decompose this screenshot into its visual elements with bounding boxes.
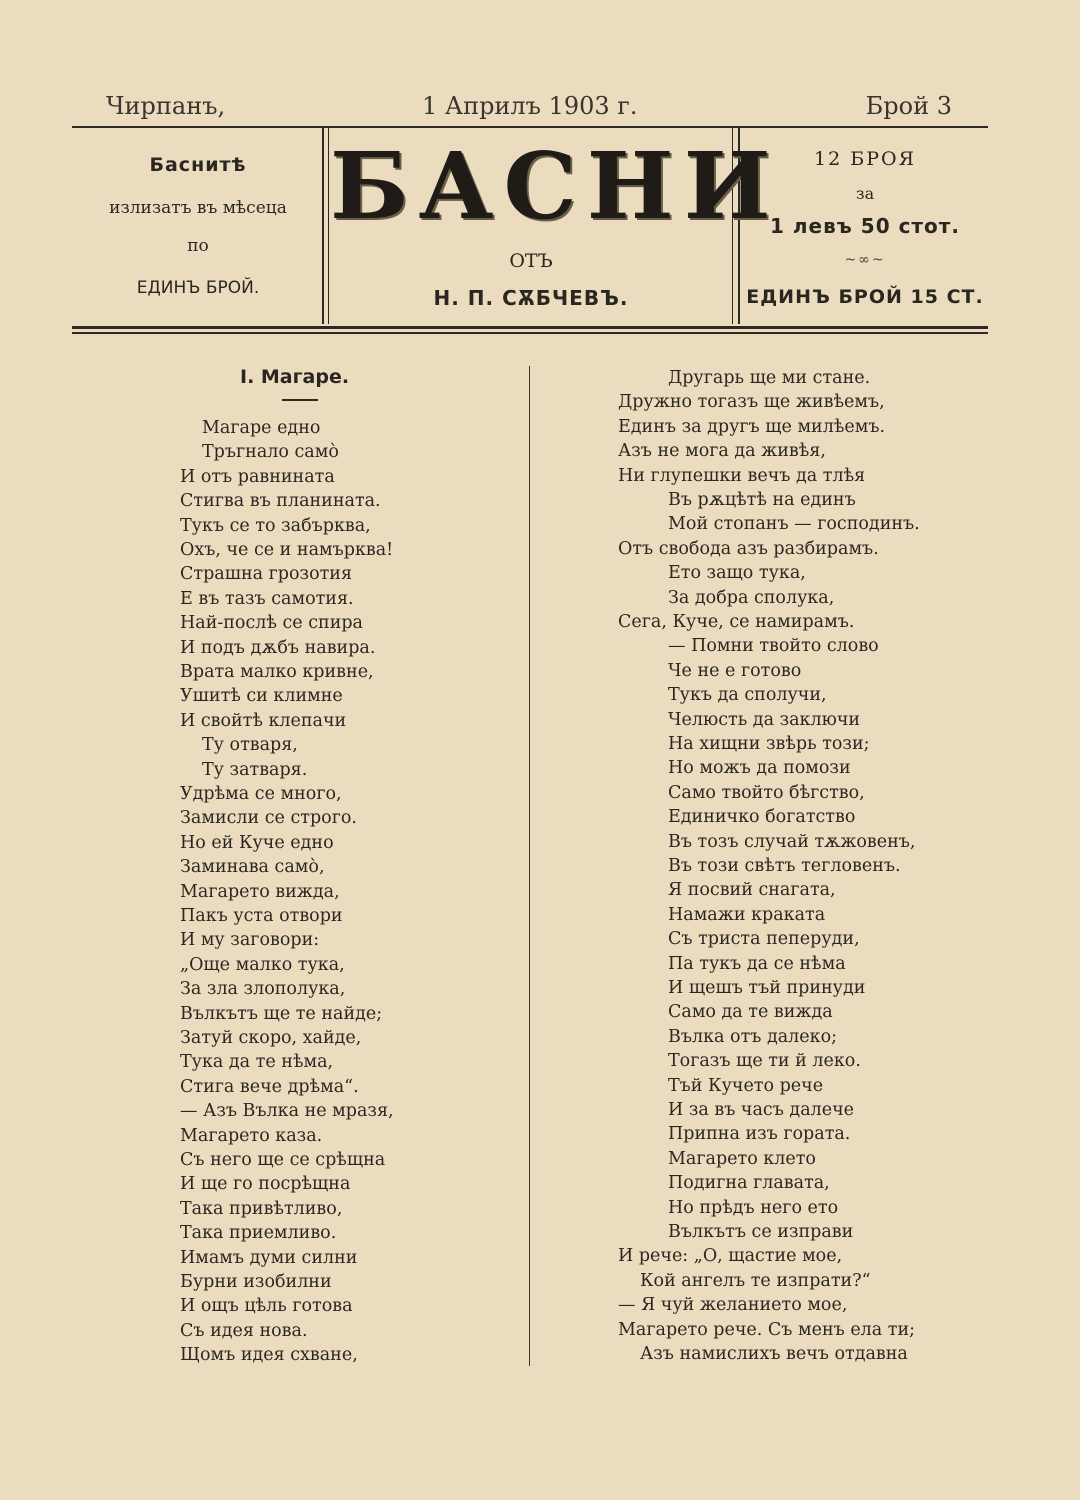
poem-line: Азъ не мога да живѣя, bbox=[618, 441, 826, 462]
poem-line: Магарето клето bbox=[668, 1148, 816, 1169]
poem-line: Припна изъ гората. bbox=[668, 1124, 851, 1145]
poem-line: Челюсть да заключи bbox=[668, 709, 861, 730]
poem-line: И свойтѣ клепачи bbox=[180, 710, 347, 731]
masthead-issue: Брой 3 bbox=[865, 92, 952, 120]
poem-line: Съ идея нова. bbox=[180, 1320, 308, 1341]
poem-line: Съ него ще се срѣщна bbox=[180, 1150, 386, 1170]
title-box bbox=[330, 128, 781, 324]
poem-line: Вълка отъ далеко; bbox=[668, 1026, 838, 1047]
poem-line: И отъ равнината bbox=[180, 466, 335, 487]
poem-line: Най-послѣ се спира bbox=[180, 613, 363, 634]
poem-line: Магаре едно bbox=[202, 418, 321, 438]
poem-line: Единъ за другъ ще милѣемъ. bbox=[618, 416, 886, 437]
poem-line: Щомъ идея схване, bbox=[180, 1345, 358, 1366]
poem-line: Тукъ да сполучи, bbox=[668, 685, 827, 706]
poem-line: Стигва въ планината. bbox=[180, 491, 381, 512]
poem-line: — Я чуй желанието мое, bbox=[618, 1295, 848, 1316]
poem-line: Тука да те нѣма, bbox=[180, 1052, 334, 1073]
poem-line: Подигна главата, bbox=[668, 1173, 830, 1194]
poem-line: Сега, Куче, се намирамъ. bbox=[618, 612, 855, 632]
poem-line: Само да те вижда bbox=[668, 1002, 833, 1023]
poem-line: Азъ намислихъ вечъ отдавна bbox=[640, 1344, 908, 1364]
poem-line: Я посвий снагата, bbox=[668, 880, 836, 901]
poem-line: Врата малко кривне, bbox=[180, 662, 374, 682]
masthead-line bbox=[100, 92, 952, 126]
poem-line: Охъ, че се и намърква! bbox=[180, 540, 394, 560]
poem-line: Магарето вижда, bbox=[180, 881, 340, 902]
poem-line: Вълкътъ ще те найде; bbox=[180, 1003, 383, 1024]
poem-line: И щешъ тъй принуди bbox=[668, 978, 866, 998]
poem-line: Но можъ да помози bbox=[668, 758, 851, 779]
poem-line: Заминава самò, bbox=[180, 857, 325, 878]
poem-line: — Азъ Вълка не мразя, bbox=[180, 1101, 394, 1122]
frequency-line-4: ЕДИНЪ БРОЙ. bbox=[136, 278, 260, 298]
poem-line: Магарето рече. Съ менъ ела ти; bbox=[618, 1319, 916, 1340]
poem-line: Въ този свѣтъ тегловенъ. bbox=[668, 856, 901, 876]
poem-line: Тогазъ ще ти й леко. bbox=[668, 1051, 861, 1072]
poem-line: Намажи краката bbox=[668, 904, 826, 925]
poem-line: Па тукъ да се нѣма bbox=[668, 953, 846, 974]
poem-line: И за въ часъ далече bbox=[668, 1100, 855, 1120]
title-from: ОТЪ bbox=[509, 250, 553, 272]
poem-line: Пакъ уста отвори bbox=[180, 906, 343, 926]
poem-line: Но ей Куче едно bbox=[180, 832, 334, 853]
masthead-date: 1 Априлъ 1903 г. bbox=[422, 92, 638, 120]
poem-line: Мой стопанъ — господинъ. bbox=[668, 514, 920, 535]
poem-line: Ето защо тука, bbox=[668, 563, 806, 584]
publication-title: БАСНИ bbox=[330, 132, 781, 240]
poem-line: Въ тозъ случай тѫжовенъ, bbox=[668, 831, 916, 852]
poem-line: За добра сполука, bbox=[668, 587, 835, 608]
poem-line: Бурни изобилни bbox=[180, 1272, 332, 1292]
poem-line: Тукъ се то забърква, bbox=[180, 515, 371, 536]
poem-line: Само твойто бѣгство, bbox=[668, 782, 865, 803]
header-bottom-rule-thin bbox=[72, 332, 988, 334]
poem-line: Вълкътъ се изправи bbox=[668, 1222, 854, 1242]
price-line-3: 1 левъ 50 стот. bbox=[770, 214, 960, 238]
subscription-price-box bbox=[742, 128, 988, 324]
poem-line: Другарь ще ми стане. bbox=[668, 368, 871, 388]
poem-line: И подъ дѫбъ навира. bbox=[180, 637, 376, 658]
header-divider-left bbox=[322, 128, 324, 324]
ornament-divider: ~∞~ bbox=[844, 252, 886, 268]
poem-line: Дружно тогазъ ще живѣемъ, bbox=[618, 392, 885, 413]
poem-line: Затуй скоро, хайде, bbox=[180, 1028, 362, 1048]
poem-line: На хищни звѣрь този; bbox=[668, 734, 870, 754]
poem-line: Ни глупешки вечъ да тлѣя bbox=[618, 465, 866, 486]
poem-line: Е въ тазъ самотия. bbox=[180, 588, 354, 609]
header-bottom-rule bbox=[72, 326, 988, 329]
masthead-place: Чирпанъ, bbox=[106, 92, 226, 120]
poem-line: Ту затваря. bbox=[202, 759, 308, 780]
poem-line: Стига вече дрѣма“. bbox=[180, 1076, 359, 1097]
poem-line: И му заговори: bbox=[180, 930, 320, 951]
poem-line: Имамъ думи силни bbox=[180, 1247, 358, 1268]
poem-line: И ще го посрѣщна bbox=[180, 1174, 351, 1195]
poem-line: Така приемливо. bbox=[180, 1223, 337, 1244]
poem-line: Удрѣма се много, bbox=[180, 784, 342, 804]
poem-line: Но прѣдъ него ето bbox=[668, 1197, 839, 1218]
poem-line: Тъй Кучето рече bbox=[668, 1075, 824, 1096]
poem-line: Единичко богатство bbox=[668, 807, 856, 828]
frequency-line-3: по bbox=[187, 236, 209, 256]
poem-line: И рече: „О, щастие мое, bbox=[618, 1246, 843, 1267]
column-divider bbox=[529, 366, 530, 1366]
publication-frequency-box bbox=[80, 128, 316, 324]
poem-line: Кой ангелъ те изпрати?“ bbox=[640, 1270, 871, 1291]
price-line-2: за bbox=[855, 184, 875, 203]
header-divider-left-thin bbox=[328, 128, 329, 324]
poem-line: Че не е готово bbox=[668, 660, 802, 681]
poem-line: Въ рѫцѣтѣ на единъ bbox=[668, 490, 856, 510]
price-line-4: ЕДИНЪ БРОЙ 15 СТ. bbox=[746, 286, 984, 308]
poem-line: — Помни твойто слово bbox=[668, 636, 879, 657]
poem-line: Замисли се строго. bbox=[180, 808, 357, 829]
poem-line: За зла злополука, bbox=[180, 979, 346, 1000]
frequency-line-2: излизатъ въ мѣсеца bbox=[109, 198, 287, 218]
frequency-line-1: Баснитѣ bbox=[149, 154, 247, 176]
poem-line: Тръгнало самò bbox=[202, 442, 339, 463]
author-name: Н. П. СѪБЧЕВЪ. bbox=[433, 286, 629, 310]
poem-line: Отъ свобода азъ разбирамъ. bbox=[618, 538, 879, 559]
price-line-1: 12 БРОЯ bbox=[814, 148, 916, 170]
poem-line: Магарето каза. bbox=[180, 1125, 323, 1146]
poem-title: I. Магаре. bbox=[240, 366, 350, 388]
poem-line: Ту отваря, bbox=[202, 735, 298, 756]
poem-line: Съ триста пеперуди, bbox=[668, 929, 860, 950]
poem-line: Ушитѣ си климне bbox=[180, 686, 343, 707]
poem-line: Страшна грозотия bbox=[180, 564, 353, 585]
title-ornament bbox=[282, 399, 318, 401]
poem-line: И ощъ цѣль готова bbox=[180, 1296, 353, 1317]
poem-line: „Още малко тука, bbox=[180, 954, 345, 975]
poem-line: Така привѣтливо, bbox=[180, 1198, 343, 1219]
